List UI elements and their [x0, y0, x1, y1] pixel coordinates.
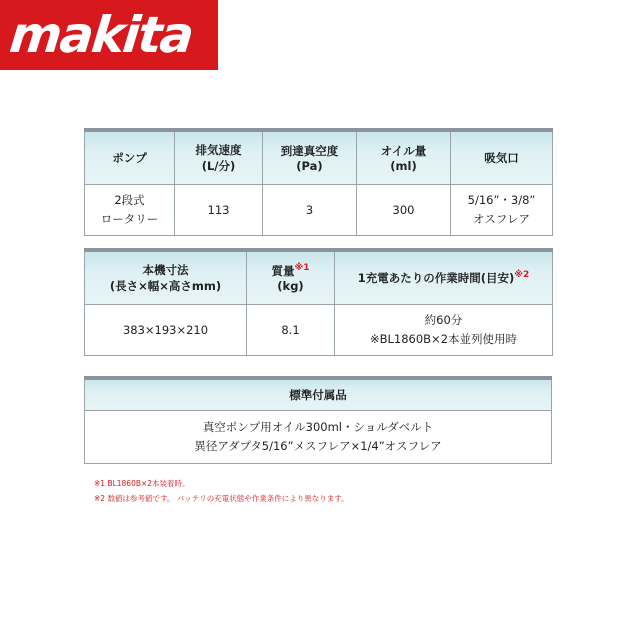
cell-pump: 2段式 ロータリー — [85, 185, 175, 236]
header-intake: 吸気口 — [451, 130, 553, 185]
header-mass: 質量$^{※1}$ (kg) — [247, 250, 335, 305]
spec-table-body — [84, 248, 553, 356]
cell-intake: 5/16”・3/8” オスフレア — [451, 185, 553, 236]
cell-mass: 8.1 — [247, 305, 335, 356]
header-standard-accessories: 標準付属品 — [85, 378, 552, 411]
footnote-2: ※2 数値は参考値です。 バッテリの充電状態や作業条件により異なります。 — [94, 494, 349, 503]
table-header-row — [85, 378, 552, 411]
header-runtime: 1充電あたりの作業時間(目安)$^{※2}$ — [335, 250, 553, 305]
cell-ultimate-vacuum: 3 — [263, 185, 357, 236]
footnote-1: ※1 BL1860B×2本装着時。 — [94, 479, 190, 488]
cell-dimensions: 383×193×210 — [85, 305, 247, 356]
table-row — [85, 185, 553, 236]
spec-table-accessories — [84, 376, 552, 464]
brand-logo-text: makita — [6, 6, 195, 64]
header-oil-amount: オイル量 (ml) — [357, 130, 451, 185]
cell-runtime: 約60分 ※BL1860B×2本並列使用時 — [335, 305, 553, 356]
header-ultimate-vacuum: 到達真空度 (Pa) — [263, 130, 357, 185]
header-exhaust-speed: 排気速度 (L/分) — [175, 130, 263, 185]
footnote-mark-1: ※1 — [294, 263, 310, 273]
table-header-row — [85, 250, 553, 305]
cell-accessories: 真空ポンプ用オイル300ml・ショルダベルト 異径アダプタ5/16”メスフレア×1/4”オスフレア — [85, 411, 552, 464]
header-pump: ポンプ — [85, 130, 175, 185]
cell-exhaust-speed: 113 — [175, 185, 263, 236]
table-row — [85, 305, 553, 356]
spec-table-pump — [84, 128, 553, 236]
brand-logo — [0, 0, 218, 70]
cell-oil-amount: 300 — [357, 185, 451, 236]
footnote-mark-2: ※2 — [514, 270, 530, 280]
footnotes — [94, 476, 349, 506]
table-row — [85, 411, 552, 464]
table-header-row — [85, 130, 553, 185]
header-dimensions: 本機寸法 (長さ×幅×高さmm) — [85, 250, 247, 305]
